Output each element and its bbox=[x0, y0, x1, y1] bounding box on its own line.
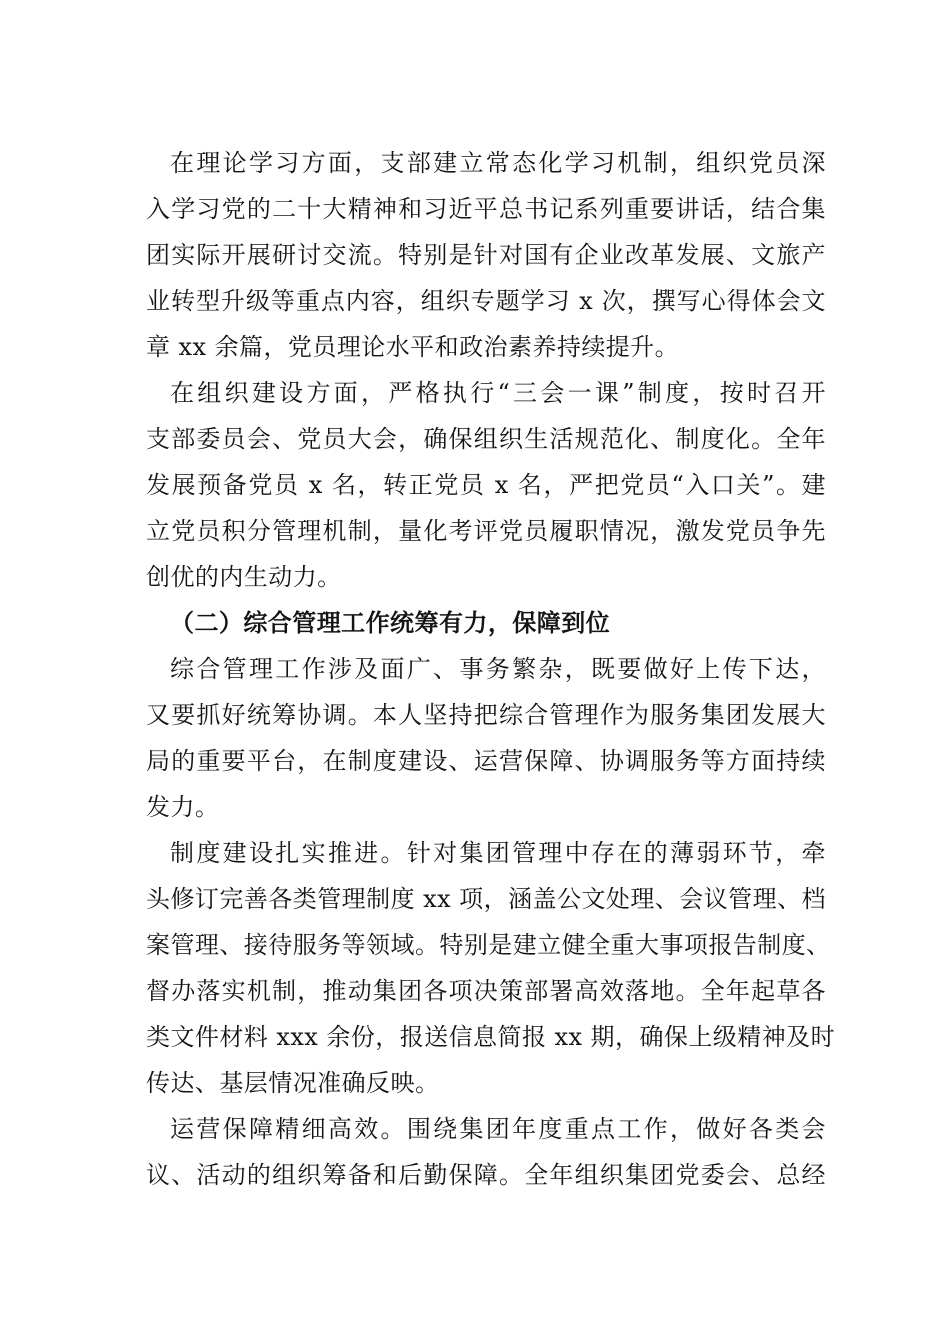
text-line: 团实际开展研讨交流。特别是针对国有企业改革发展、文旅产 bbox=[146, 241, 826, 269]
text-line: 案管理、接待服务等领域。特别是建立健全重大事项报告制度、 bbox=[146, 931, 831, 959]
text-line: 在组织建设方面，严格执行“三会一课”制度，按时召开 bbox=[170, 379, 826, 407]
paragraph-organization-building bbox=[146, 370, 826, 600]
section-heading: （二）综合管理工作统筹有力，保障到位 bbox=[170, 608, 611, 637]
document-body bbox=[146, 140, 836, 1198]
text-line: 运营保障精细高效。围绕集团年度重点工作，做好各类会 bbox=[170, 1115, 826, 1143]
text-line: 入学习党的二十大精神和习近平总书记系列重要讲话，结合集 bbox=[146, 195, 826, 223]
text-line: 督办落实机制，推动集团各项决策部署高效落地。全年起草各 bbox=[146, 977, 826, 1005]
text-line: 发力。 bbox=[146, 793, 220, 821]
text-line: 传达、基层情况准确反映。 bbox=[146, 1069, 440, 1097]
text-line: 议、活动的组织筹备和后勤保障。全年组织集团党委会、总经 bbox=[146, 1161, 826, 1189]
text-line: 又要抓好统筹协调。本人坚持把综合管理作为服务集团发展大 bbox=[146, 701, 826, 729]
text-line: 在理论学习方面，支部建立常态化学习机制，组织党员深 bbox=[170, 149, 826, 177]
paragraph-operations-support bbox=[146, 1106, 826, 1198]
text-line: 立党员积分管理机制，量化考评党员履职情况，激发党员争先 bbox=[146, 517, 826, 545]
paragraph-system-construction bbox=[146, 830, 836, 1106]
text-line: 类文件材料 xxx 余份，报送信息简报 xx 期，确保上级精神及时 bbox=[146, 1023, 836, 1051]
text-line: 综合管理工作涉及面广、事务繁杂，既要做好上传下达， bbox=[170, 655, 826, 683]
text-line: 发展预备党员 x 名，转正党员 x 名，严把党员“入口关”。建 bbox=[146, 471, 826, 499]
text-line: 章 xx 余篇，党员理论水平和政治素养持续提升。 bbox=[146, 333, 680, 361]
text-line: 头修订完善各类管理制度 xx 项，涵盖公文处理、会议管理、档 bbox=[146, 885, 826, 913]
paragraph-comprehensive-management bbox=[146, 646, 826, 830]
text-line: 创优的内生动力。 bbox=[146, 563, 342, 591]
text-line: 业转型升级等重点内容，组织专题学习 x 次，撰写心得体会文 bbox=[146, 287, 826, 315]
text-line: 局的重要平台，在制度建设、运营保障、协调服务等方面持续 bbox=[146, 747, 826, 775]
paragraph-theory-study bbox=[146, 140, 826, 370]
text-line: 支部委员会、党员大会，确保组织生活规范化、制度化。全年 bbox=[146, 425, 826, 453]
text-line: 制度建设扎实推进。针对集团管理中存在的薄弱环节，牵 bbox=[170, 839, 826, 867]
